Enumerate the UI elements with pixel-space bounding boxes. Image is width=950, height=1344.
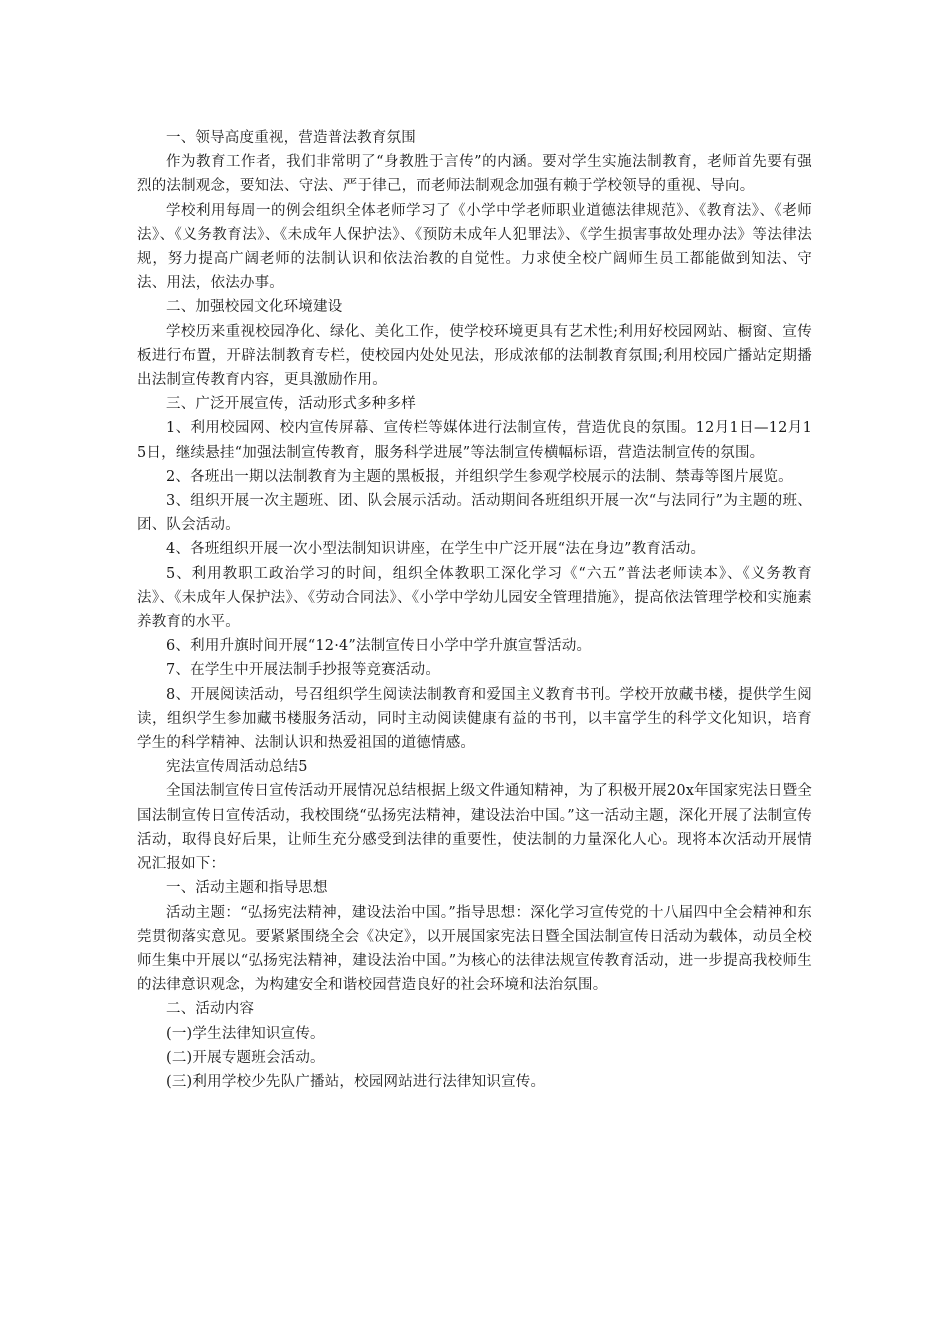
paragraph: 活动主题：“弘扬宪法精神，建设法治中国。”指导思想：深化学习宣传党的十八届四中全会精神和东莞贯彻落实意见。要紧紧围绕全会《决定》，以开展国家宪法日暨全国法制宣传日活动为载体，动员全校师生集中开展以“弘扬宪法精神，建设法治中国。”为核心的法律法规宣传教育活动，进一步提高我校师生的法律意识观念，为构建安全和谐校园营造良好的社会环境和法治氛围。 xyxy=(137,904,812,994)
list-item: (一)学生法律知识宣传。 xyxy=(166,1025,325,1042)
list-item: (三)利用学校少先队广播站，校园网站进行法律知识宣传。 xyxy=(166,1073,546,1090)
list-item: 3、组织开展一次主题班、团、队会展示活动。活动期间各班组织开展一次“与法同行”为主题的班、团、队会活动。 xyxy=(137,493,812,534)
section-heading: 一、领导高度重视，营造普法教育氛围 xyxy=(166,130,416,146)
list-item: 7、在学生中开展法制手抄报等竞赛活动。 xyxy=(166,662,441,679)
paragraph: 全国法制宣传日宣传活动开展情况总结根据上级文件通知精神，为了积极开展20x年国家宪法日暨全国法制宣传日宣传活动，我校围绕“弘扬宪法精神，建设法治中国。”这一活动主题，深化开展了法制宣传活动，取得良好后果，让师生充分感受到法律的重要性，使法制的力量深化人心。现将本次活动开展情况汇报如下： xyxy=(137,783,812,873)
paragraph: 作为教育工作者，我们非常明了“身教胜于言传”的内涵。要对学生实施法制教育，老师首先要有强烈的法制观念，要知法、守法、严于律己，而老师法制观念加强有赖于学校领导的重视、导向。 xyxy=(137,154,812,195)
list-item: 1、利用校园网、校内宣传屏幕、宣传栏等媒体进行法制宣传，营造优良的氛围。12月1日—12月15日，继续悬挂“加强法制宣传教育，服务科学进展”等法制宣传横幅标语，营造法制宣传的氛围。 xyxy=(137,420,812,461)
paragraph: 学校历来重视校园净化、绿化、美化工作，使学校环境更具有艺术性;利用好校园网站、橱窗、宣传板进行布置，开辟法制教育专栏，使校园内处处见法，形成浓郁的法制教育氛围;利用校园广播站定期播出法制宣传教育内容，更具激励作用。 xyxy=(137,323,812,389)
section-heading: 二、活动内容 xyxy=(166,1001,255,1018)
document-body xyxy=(137,126,812,1094)
list-item: 8、开展阅读活动，号召组织学生阅读法制教育和爱国主义教育书刊。学校开放藏书楼，提供学生阅读，组织学生参加藏书楼服务活动，同时主动阅读健康有益的书刊，以丰富学生的科学文化知识，培育学生的科学精神、法制认识和热爱祖国的道德情感。 xyxy=(137,686,812,752)
document-subtitle: 宪法宣传周活动总结5 xyxy=(166,759,308,776)
paragraph: 学校利用每周一的例会组织全体老师学习了《小学中学老师职业道德法律规范》、《教育法》、《老师法》、《义务教育法》、《未成年人保护法》、《预防未成年人犯罪法》、《学生损害事故处理办法》等法律法规，努力提高广阔老师的法制认识和依法治教的自觉性。力求使全校广阔师生员工都能做到知法、守法、用法，依法办事。 xyxy=(137,202,812,292)
section-heading: 一、活动主题和指导思想 xyxy=(166,880,328,897)
list-item: 4、各班组织开展一次小型法制知识讲座，在学生中广泛开展“法在身边”教育活动。 xyxy=(166,541,706,558)
list-item: 2、各班出一期以法制教育为主题的黑板报，并组织学生参观学校展示的法制、禁毒等图片展览。 xyxy=(166,468,793,485)
list-item: (二)开展专题班会活动。 xyxy=(166,1049,325,1066)
section-heading: 二、加强校园文化环境建设 xyxy=(166,299,343,316)
list-item: 6、利用升旗时间开展“12·4”法制宣传日小学中学升旗宣誓活动。 xyxy=(166,638,592,655)
section-heading: 三、广泛开展宣传，活动形式多种多样 xyxy=(166,396,416,413)
list-item: 5、利用教职工政治学习的时间，组织全体教职工深化学习《“六五”普法老师读本》、《义务教育法》、《未成年人保护法》、《劳动合同法》、《小学中学幼儿园安全管理措施》，提高依法管理学校和实施素养教育的水平。 xyxy=(137,565,812,631)
